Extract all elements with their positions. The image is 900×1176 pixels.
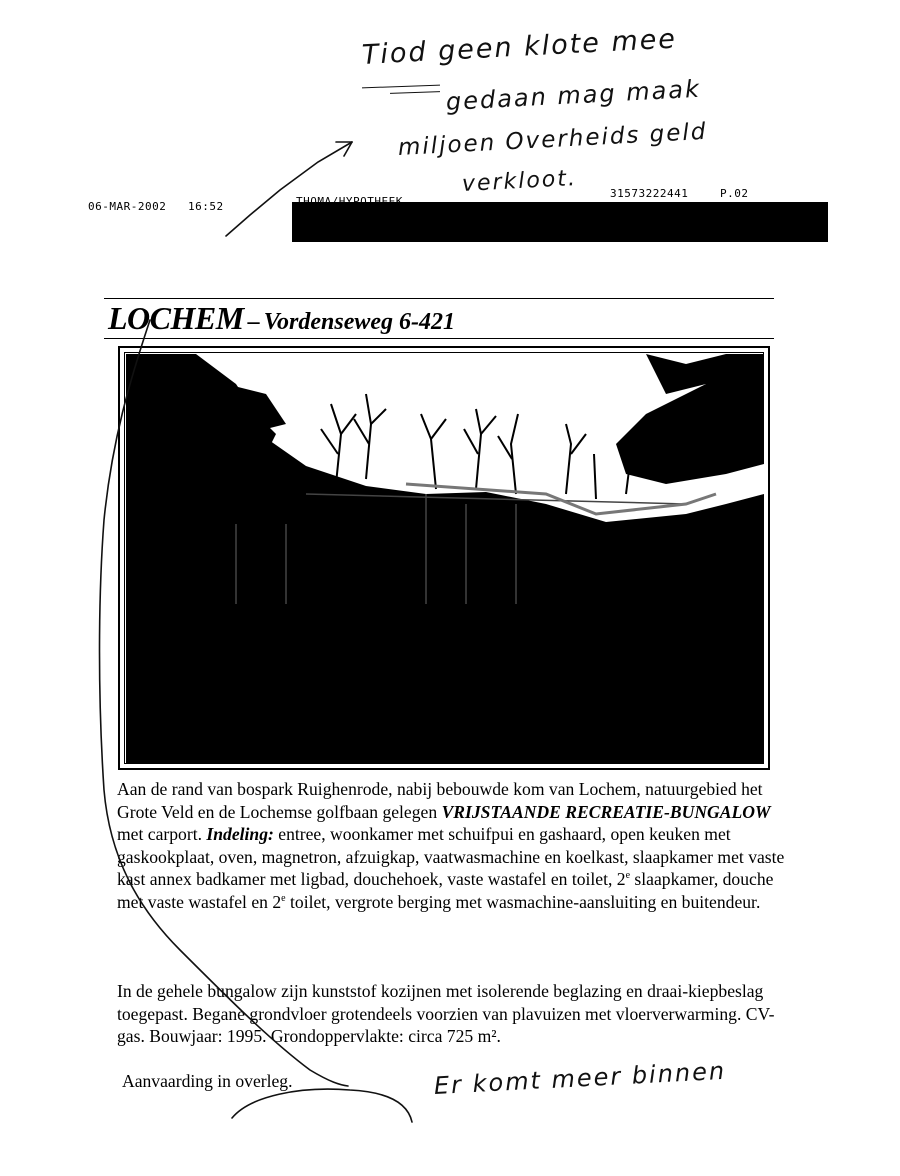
fax-date: 06-MAR-2002 (88, 200, 167, 213)
superscript-e: e (625, 870, 631, 882)
handwritten-underline (362, 85, 440, 89)
listing-dash: – (247, 309, 260, 335)
handwritten-note-line-1: Tiod geen klote mee (361, 23, 678, 71)
description-after-type: met carport. (117, 824, 207, 845)
handwritten-note-line-4: verkloot. (461, 165, 578, 197)
redaction-bar (292, 202, 828, 242)
handwritten-note-line-3: miljoen Overheids geld (397, 118, 709, 161)
indeling-text-3: toilet, vergrote berging met wasmachine-aansluiting en buitendeur. (285, 891, 761, 912)
superscript-e-2: e (281, 893, 286, 905)
acceptance-text: Aanvaarding in overleg. (122, 1071, 293, 1091)
property-type: VRIJSTAANDE RECREATIE-BUNGALOW (441, 801, 771, 822)
header-rule-bottom (104, 338, 774, 339)
description-intro: Aan de rand van bospark Ruighenrode, nabij bebouwde kom van Lochem, natuurgebied het Grote Veld en de Lochemse golfbaan gelegen (117, 779, 763, 822)
indeling-label: Indeling: (206, 824, 274, 845)
property-photo (126, 354, 764, 764)
description-paragraph-2 (117, 980, 785, 1048)
handwritten-underline-2 (390, 91, 440, 94)
handwritten-note-bottom: Er komt meer binnen (433, 1056, 727, 1100)
photo-frame (118, 346, 770, 770)
fax-time: 16:52 (188, 200, 224, 213)
construction-details: In de gehele bungalow zijn kunststof kozijnen met isolerende beglazing en draai-kiepbeslag toegepast. Begane grondvloer grotendeels voorzien van plavuizen met vloerverwarming. CV-gas. Bouwjaar: 1995. Grondoppervlakte: circa 725 m². (117, 981, 775, 1047)
indeling-text-1: entree, woonkamer met schuifpui en gashaard, open keuken met gaskookplaat, oven, magnetron, afzuigkap, vaatwasmachine en koelkast, slaapkamer met vaste kast annex badkamer met ligbad, douchehoek, vaste wastafel en toilet, 2 (117, 824, 785, 890)
listing-street: Vordenseweg 6-421 (263, 309, 456, 335)
listing-title (108, 300, 455, 337)
indeling-text-2: slaapkamer, douche met vaste wastafel en 2 (117, 869, 774, 912)
header-rule (104, 298, 774, 299)
handwritten-note-line-2: gedaan mag maak (445, 74, 702, 116)
fax-number: 31573222441 (610, 187, 689, 200)
description-paragraph-1 (117, 778, 785, 914)
description-paragraph-3 (122, 1070, 342, 1093)
fax-page: P.02 (720, 187, 749, 200)
listing-city: LOCHEM (108, 300, 244, 336)
